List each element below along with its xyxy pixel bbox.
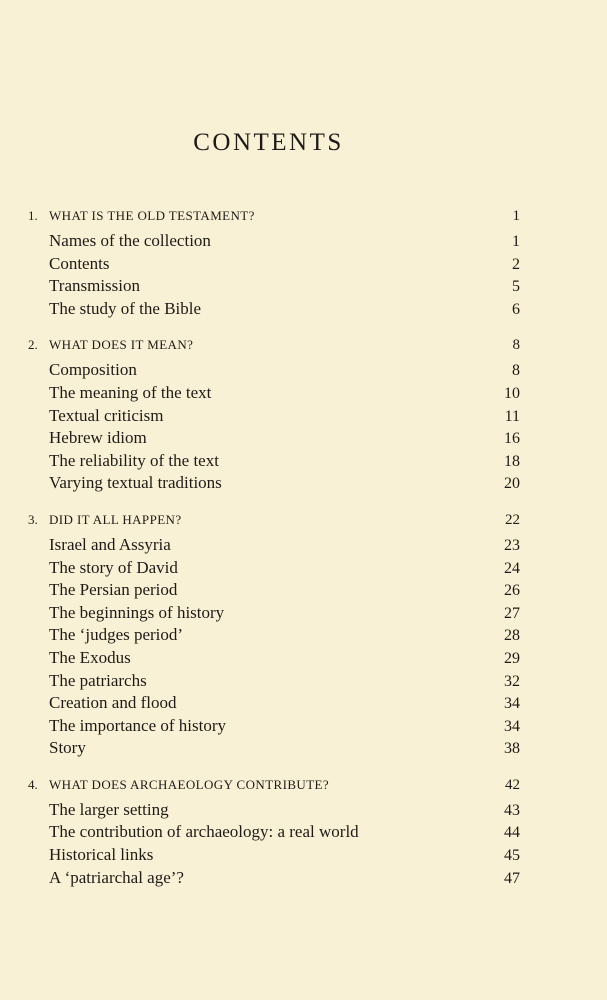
- toc-entry[interactable]: [28, 737, 520, 760]
- toc-entry-page-number: 27: [504, 604, 520, 622]
- chapter-section: [28, 333, 520, 495]
- toc-entry[interactable]: [28, 844, 520, 867]
- toc-entry[interactable]: [28, 647, 520, 670]
- page-title: CONTENTS: [193, 128, 344, 156]
- toc-entry[interactable]: [28, 670, 520, 693]
- chapter-number: 3.: [28, 511, 38, 527]
- toc-entry-label: Varying textual traditions: [49, 473, 222, 493]
- toc-entry[interactable]: [28, 557, 520, 580]
- toc-entry[interactable]: [28, 624, 520, 647]
- toc-entry-page-number: 11: [504, 407, 520, 425]
- toc-entry[interactable]: [28, 275, 520, 298]
- chapter-number: 2.: [28, 337, 38, 353]
- toc-entry[interactable]: [28, 382, 520, 405]
- toc-entry-label: Israel and Assyria: [49, 534, 171, 554]
- chapter-section: [28, 773, 520, 889]
- toc-entry[interactable]: [28, 472, 520, 495]
- chapter-section: [28, 508, 520, 760]
- toc-entry-page-number: 1: [512, 233, 520, 250]
- toc-entry[interactable]: [28, 534, 520, 557]
- toc-entry[interactable]: [28, 579, 520, 602]
- chapter-heading-text: [28, 773, 329, 797]
- toc-entry-label: The Exodus: [49, 647, 131, 667]
- chapter-title: WHAT DOES IT MEAN?: [49, 337, 194, 353]
- toc-entry-label: Historical links: [49, 845, 154, 865]
- toc-entry-label: Creation and flood: [49, 693, 177, 713]
- toc-entry-label: The ‘judges period’: [49, 625, 184, 645]
- toc-entry-label: The reliability of the text: [49, 450, 219, 470]
- toc-entry-label: The Persian period: [49, 580, 178, 600]
- toc-entry-page-number: 16: [504, 430, 520, 448]
- toc-entry-page-number: 8: [512, 362, 520, 380]
- chapter-number: 1.: [28, 208, 38, 223]
- chapter-number: 4.: [28, 776, 38, 792]
- toc-entry-label: Transmission: [49, 276, 141, 296]
- toc-entry-label: The larger setting: [49, 799, 169, 819]
- toc-entry-label: Story: [49, 738, 86, 758]
- toc-entry[interactable]: [28, 821, 520, 844]
- toc-entry-label: Composition: [49, 360, 137, 380]
- toc-entry-page-number: 34: [504, 695, 520, 713]
- toc-entry-page-number: 47: [504, 869, 520, 887]
- toc-entry[interactable]: [28, 253, 520, 276]
- toc-entry[interactable]: [28, 715, 520, 738]
- toc-entry-label: Hebrew idiom: [49, 428, 147, 448]
- toc-entry[interactable]: [28, 359, 520, 382]
- chapter-page-number: 22: [505, 511, 520, 528]
- toc-entry-page-number: 26: [504, 582, 520, 600]
- toc-entry-page-number: 29: [504, 649, 520, 667]
- toc-entry[interactable]: [28, 298, 520, 321]
- toc-entry-page-number: 2: [512, 255, 520, 273]
- toc-entry-page-number: 24: [504, 559, 520, 577]
- toc-entry-label: The story of David: [49, 557, 178, 577]
- chapter-heading[interactable]: [28, 508, 520, 532]
- toc-entry-page-number: 23: [504, 536, 520, 554]
- chapter-heading[interactable]: [28, 333, 520, 357]
- toc-entry-page-number: 43: [504, 801, 520, 819]
- toc-entry-page-number: 32: [504, 672, 520, 690]
- chapter-section: [28, 204, 520, 320]
- toc-entry-label: The contribution of archaeology: a real world: [49, 822, 359, 842]
- chapter-title: DID IT ALL HAPPEN?: [49, 511, 182, 527]
- toc-entry-label: The importance of history: [49, 715, 227, 735]
- toc-entry-page-number: 20: [504, 475, 520, 493]
- chapter-page-number: 42: [505, 776, 520, 793]
- chapter-page-number: 1: [512, 208, 520, 224]
- toc-entry-page-number: 44: [504, 824, 520, 842]
- toc-entry[interactable]: [28, 602, 520, 625]
- toc-entry[interactable]: [28, 799, 520, 822]
- toc-entry[interactable]: [28, 867, 520, 890]
- chapter-heading-text: [28, 333, 193, 357]
- toc-entry-label: The meaning of the text: [49, 382, 212, 402]
- chapter-page-number: 8: [512, 337, 520, 354]
- chapter-heading[interactable]: [28, 773, 520, 797]
- chapter-heading[interactable]: [28, 204, 520, 228]
- toc-entry-label: The beginnings of history: [49, 602, 225, 622]
- toc-entry[interactable]: [28, 230, 520, 253]
- chapter-title: WHAT IS THE OLD TESTAMENT?: [49, 208, 255, 223]
- toc-entry-label: Contents: [49, 253, 110, 273]
- toc-entry-page-number: 38: [504, 740, 520, 758]
- toc-entry-label: The study of the Bible: [49, 298, 202, 318]
- toc-entry-label: Names of the collection: [49, 231, 211, 250]
- toc-entry-label: A ‘patriarchal age’?: [49, 867, 184, 887]
- toc-entry-label: Textual criticism: [49, 405, 164, 425]
- toc-entry-page-number: 28: [504, 627, 520, 645]
- toc-entry-page-number: 10: [504, 384, 520, 402]
- toc-entry[interactable]: [28, 692, 520, 715]
- toc-entry-page-number: 6: [512, 300, 520, 318]
- toc-entry[interactable]: [28, 450, 520, 473]
- toc-entry-page-number: 34: [504, 717, 520, 735]
- toc-entry[interactable]: [28, 427, 520, 450]
- chapter-heading-text: [28, 508, 182, 532]
- table-of-contents: [28, 204, 520, 902]
- toc-entry[interactable]: [28, 405, 520, 428]
- chapter-heading-text: [28, 204, 255, 228]
- toc-entry-page-number: 18: [504, 452, 520, 470]
- toc-entry-label: The patriarchs: [49, 670, 147, 690]
- toc-entry-page-number: 45: [504, 847, 520, 865]
- toc-entry-page-number: 5: [512, 278, 520, 296]
- chapter-title: WHAT DOES ARCHAEOLOGY CONTRIBUTE?: [49, 776, 330, 792]
